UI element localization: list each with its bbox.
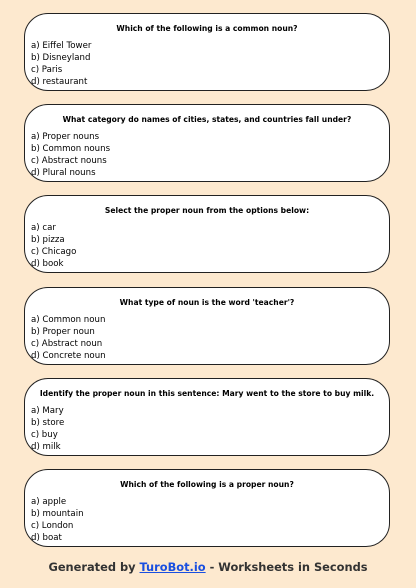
- turobot-link[interactable]: TuroBot.io: [139, 560, 206, 574]
- option-b: b) Proper noun: [31, 327, 95, 337]
- option-b: b) pizza: [31, 235, 65, 245]
- question-card-4: [24, 287, 390, 365]
- option-c: c) buy: [31, 430, 58, 440]
- option-d: d) book: [31, 259, 64, 269]
- question-text: Which of the following is a common noun?: [116, 24, 298, 33]
- footer: [0, 560, 416, 574]
- question-text: Identify the proper noun in this sentence: Mary went to the store to buy milk.: [39, 389, 375, 398]
- option-a: a) apple: [31, 497, 67, 507]
- question-text: What type of noun is the word 'teacher'?: [119, 298, 295, 307]
- option-b: b) store: [31, 418, 65, 428]
- option-c: c) Paris: [31, 65, 63, 75]
- option-c: c) Chicago: [31, 247, 77, 257]
- option-b: b) mountain: [31, 509, 84, 519]
- option-d: d) boat: [31, 533, 62, 543]
- options-list: [31, 222, 76, 270]
- option-a: a) Common noun: [31, 315, 106, 325]
- question-text: Which of the following is a proper noun?: [120, 480, 294, 489]
- options-list: [31, 405, 64, 453]
- option-b: b) Common nouns: [31, 144, 111, 154]
- question-text: What category do names of cities, states, and countries fall under?: [62, 115, 352, 124]
- footer-prefix: Generated by: [48, 560, 140, 574]
- option-a: a) Proper nouns: [31, 132, 100, 142]
- option-d: d) milk: [31, 442, 61, 452]
- option-c: c) London: [31, 521, 74, 531]
- footer-suffix: - Worksheets in Seconds: [205, 560, 368, 574]
- option-d: d) restaurant: [31, 77, 88, 87]
- options-list: [31, 496, 84, 544]
- option-a: a) Mary: [31, 406, 64, 416]
- question-card-2: [24, 104, 390, 182]
- option-d: d) Concrete noun: [31, 351, 106, 361]
- question-card-6: [24, 469, 390, 547]
- option-a: a) Eiffel Tower: [31, 41, 92, 51]
- option-c: c) Abstract noun: [31, 339, 103, 349]
- question-card-5: [24, 378, 390, 456]
- options-list: [31, 40, 91, 88]
- option-b: b) Disneyland: [31, 53, 91, 63]
- options-list: [31, 314, 106, 362]
- option-a: a) car: [31, 223, 56, 233]
- question-text: Select the proper noun from the options below:: [104, 206, 310, 215]
- question-card-1: [24, 13, 390, 91]
- options-list: [31, 131, 110, 179]
- option-c: c) Abstract nouns: [31, 156, 107, 166]
- option-d: d) Plural nouns: [31, 168, 96, 178]
- question-card-3: [24, 195, 390, 273]
